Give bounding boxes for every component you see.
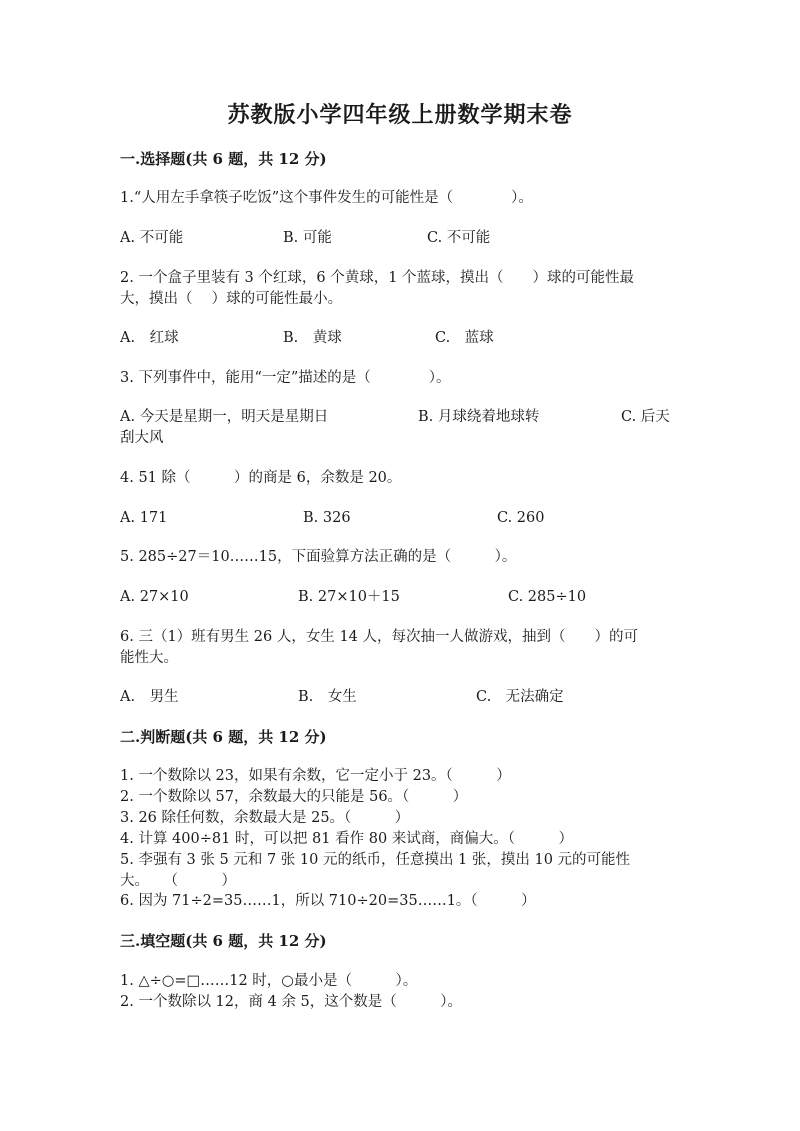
q6-option-b: B. 女生 xyxy=(298,689,357,705)
judgement-line-3: 3. 26 除任何数，余数最大是 25。（ ） xyxy=(120,810,410,826)
section-heading-fill-in: 三.填空题(共 6 题，共 12 分) xyxy=(120,932,327,950)
judgement-line-5: 5. 李强有 3 张 5 元和 7 张 10 元的纸币，任意摸出 1 张，摸出 10 元的可能性 xyxy=(120,852,631,868)
judgement-line-2: 2. 一个数除以 57，余数最大的只能是 56。（ ） xyxy=(120,789,468,805)
question-4-text: 4. 51 除（ ）的商是 6，余数是 20。 xyxy=(120,470,402,486)
page-title: 苏教版小学四年级上册数学期末卷 xyxy=(227,102,573,128)
question-1-text: 1.“人用左手拿筷子吃饭”这个事件发生的可能性是（ ）。 xyxy=(120,190,533,206)
question-6-line-1: 6. 三（1）班有男生 26 人，女生 14 人，每次抽一人做游戏，抽到（ ）的可 xyxy=(120,629,639,645)
q4-option-b: B. 326 xyxy=(303,510,351,526)
question-5-text: 5. 285÷27＝10……15，下面验算方法正确的是（ ）。 xyxy=(120,549,517,565)
q6-option-a: A. 男生 xyxy=(120,689,179,705)
q5-option-a: A. 27×10 xyxy=(120,589,189,605)
fill-in-line-1: 1. △÷○=□……12 时，○最小是（ ）。 xyxy=(120,973,418,989)
q5-option-c: C. 285÷10 xyxy=(508,589,587,605)
q1-option-b: B. 可能 xyxy=(283,230,332,246)
question-3-text: 3. 下列事件中，能用“一定”描述的是（ ）。 xyxy=(120,370,451,386)
q3-option-c: C. 后天 xyxy=(621,409,670,425)
question-2-line-2: 大，摸出（ ）球的可能性最小。 xyxy=(120,291,343,307)
judgement-line-4: 4. 计算 400÷81 时，可以把 81 看作 80 来试商，商偏大。（ ） xyxy=(120,831,574,847)
q3-option-b: B. 月球绕着地球转 xyxy=(418,409,540,425)
q1-option-c: C. 不可能 xyxy=(427,230,491,246)
q1-option-a: A. 不可能 xyxy=(120,230,184,246)
question-2-line-1: 2. 一个盒子里装有 3 个红球，6 个黄球，1 个蓝球，摸出（ ）球的可能性最 xyxy=(120,270,635,286)
section-heading-choice: 一.选择题(共 6 题，共 12 分) xyxy=(120,150,327,168)
q3-option-a: A. 今天是星期一，明天是星期日 xyxy=(120,409,329,425)
judgement-line-6: 6. 因为 71÷2=35……1，所以 710÷20=35……1。（ ） xyxy=(120,893,536,909)
section-heading-judgement: 二.判断题(共 6 题，共 12 分) xyxy=(120,728,327,746)
q2-option-c: C. 蓝球 xyxy=(435,330,494,346)
q5-option-b: B. 27×10＋15 xyxy=(298,589,400,605)
q2-option-a: A. 红球 xyxy=(120,330,179,346)
q3-option-c-continued: 刮大风 xyxy=(120,430,164,446)
q4-option-a: A. 171 xyxy=(120,510,168,526)
judgement-line-1: 1. 一个数除以 23，如果有余数，它一定小于 23。（ ） xyxy=(120,768,511,784)
q6-option-c: C. 无法确定 xyxy=(476,689,564,705)
fill-in-line-2: 2. 一个数除以 12，商 4 余 5，这个数是（ ）。 xyxy=(120,994,463,1010)
q2-option-b: B. 黄球 xyxy=(283,330,342,346)
q4-option-c: C. 260 xyxy=(497,510,545,526)
question-6-line-2: 能性大。 xyxy=(120,650,178,666)
judgement-line-5-continued: 大。 （ ） xyxy=(120,873,236,889)
